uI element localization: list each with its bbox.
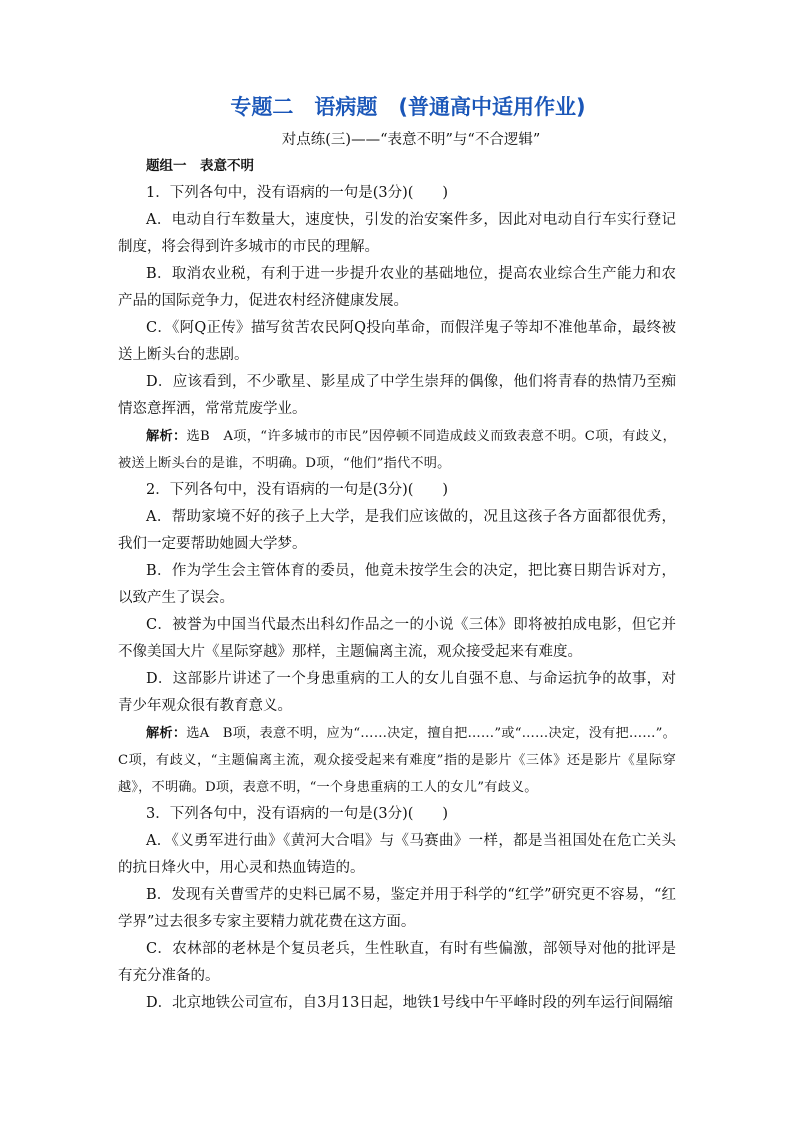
option-b: B．作为学生会主管体育的委员，他竟未按学生会的决定，把比赛日期告诉对方，以致产生了误会。 (118, 563, 676, 606)
analysis-label: 解析： (146, 726, 187, 741)
document-title: 专题二 语病题 (普通高中适用作业) (230, 95, 586, 119)
option-d: D．北京地铁公司宣布，自3月13日起，地铁1号线中午平峰时段的列车运行间隔缩 (146, 995, 674, 1011)
analysis (118, 720, 676, 801)
option-a: A．《义勇军进行曲》《黄河大合唱》与《马赛曲》一样，都是当祖国处在危亡关头的抗日烽火中，用心灵和热血铸造的。 (118, 833, 676, 876)
group-label: 题组一 表意不明 (146, 158, 254, 174)
option-a: A．电动自行车数量大，速度快，引发的治安案件多，因此对电动自行车实行登记制度，将会得到许多城市的市民的理解。 (118, 212, 676, 255)
document-subtitle: 对点练(三)——“表意不明”与“不合逻辑” (281, 132, 541, 148)
question-stem: 1．下列各句中，没有语病的一句是(3分)( ) (146, 185, 449, 201)
option-c: C．被誉为中国当代最杰出科幻作品之一的小说《三体》即将被拍成电影，但它并不像美国大片《星际穿越》那样，主题偏离主流，观众接受起来有难度。 (118, 617, 676, 660)
option-c: C．农林部的老林是个复员老兵，生性耿直，有时有些偏激，部领导对他的批评是有充分准备的。 (118, 941, 676, 984)
question-stem: 2．下列各句中，没有语病的一句是(3分)( ) (146, 482, 449, 498)
option-c: C．《阿Q正传》描写贫苦农民阿Q投向革命，而假洋鬼子等却不准他革命，最终被送上断头台的悲剧。 (118, 320, 676, 363)
analysis (118, 423, 676, 477)
question-1 (118, 180, 676, 477)
option-d: D．应该看到，不少歌星、影星成了中学生崇拜的偶像，他们将青春的热情乃至痴情恣意挥洒，常常荒废学业。 (118, 374, 676, 417)
question-stem: 3．下列各句中，没有语病的一句是(3分)( ) (146, 806, 449, 822)
question-2 (118, 477, 676, 801)
question-3 (118, 801, 676, 1017)
option-b: B．发现有关曹雪芹的史料已属不易，鉴定并用于科学的“红学”研究更不容易，“红学界”过去很多专家主要精力就花费在这方面。 (118, 887, 676, 930)
option-d: D．这部影片讲述了一个身患重病的工人的女儿自强不息、与命运抗争的故事，对青少年观众很有教育意义。 (118, 671, 676, 714)
analysis-text: 选A B项，表意不明，应为“……决定，擅自把……”或“……决定，没有把……”。C项，有歧义，“主题偏离主流，观众接受起来有难度”指的是影片《三体》还是影片《星际穿越》，不明确。D项，表意不明，“一个身患重病的工人的女儿”有歧义。 (118, 726, 676, 795)
analysis-text: 选B A项，“许多城市的市民”因停顿不同造成歧义而致表意不明。C项，有歧义，被送上断头台的是谁，不明确。D项，“他们”指代不明。 (118, 429, 676, 471)
analysis-label: 解析： (146, 429, 187, 444)
option-b: B．取消农业税，有利于进一步提升农业的基础地位，提高农业综合生产能力和农产品的国际竞争力，促进农村经济健康发展。 (118, 266, 676, 309)
option-a: A．帮助家境不好的孩子上大学，是我们应该做的，况且这孩子各方面都很优秀，我们一定要帮助她圆大学梦。 (118, 509, 676, 552)
